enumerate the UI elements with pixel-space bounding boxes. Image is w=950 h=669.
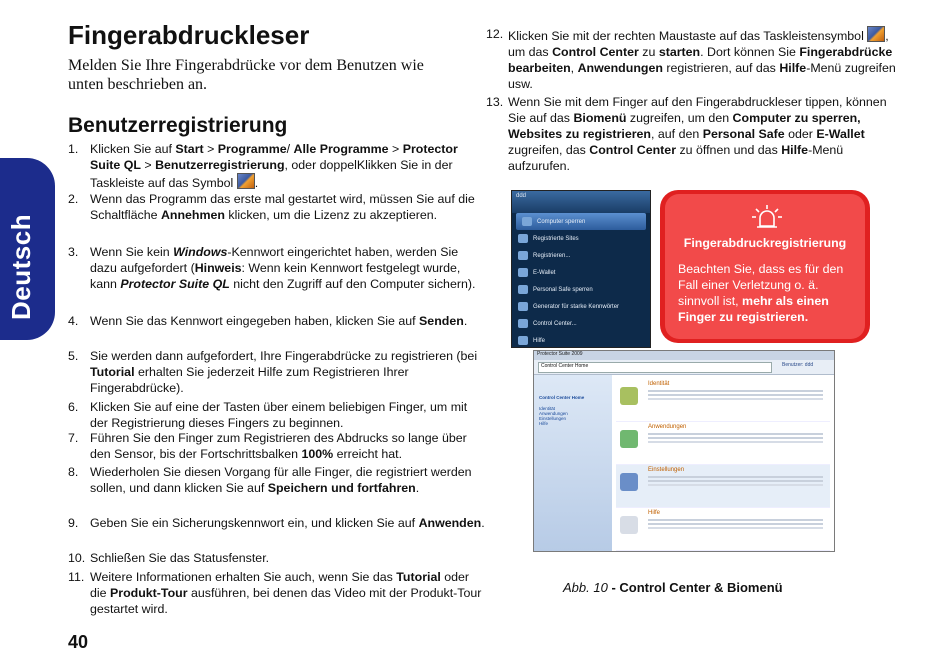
section-title: Benutzerregistrierung bbox=[68, 114, 288, 137]
fingerprint-tray-icon bbox=[867, 26, 885, 42]
key-icon bbox=[518, 302, 528, 311]
sites-icon bbox=[518, 234, 528, 243]
apps-icon bbox=[620, 430, 638, 448]
biomenu-item-ewallet: E-Wallet bbox=[512, 264, 650, 281]
warning-title: Fingerabdruckregistrierung bbox=[683, 236, 847, 250]
biomenu-screenshot bbox=[511, 190, 651, 348]
control-center-icon bbox=[518, 319, 528, 328]
cc-side-identity: Identität bbox=[539, 406, 556, 411]
fingerprint-icon bbox=[620, 387, 638, 405]
biomenu-item-register: Registrieren... bbox=[512, 247, 650, 264]
wallet-icon bbox=[518, 268, 528, 277]
cc-address: Control Center Home bbox=[538, 362, 772, 373]
cc-sidebar bbox=[534, 375, 612, 551]
step-10: 10. Schließen Sie das Statusfenster. bbox=[68, 551, 270, 565]
alarm-icon bbox=[751, 204, 783, 230]
biomenu-item-generator: Generator für starke Kennwörter bbox=[512, 298, 650, 315]
register-icon bbox=[518, 251, 528, 260]
step-12: 12. Klicken Sie mit der rechten Maustaste auf das Taskleistensymbol , um das Control Center zu starten. Dort können Sie Fingerabdrücke bearbeiten, Anwendungen registrieren, auf das Hilfe-Menü zugreifen usw. bbox=[486, 27, 896, 91]
cc-toolbar bbox=[534, 360, 834, 375]
cc-section-apps: Anwendungen bbox=[616, 422, 830, 465]
cc-section-identity: Identität bbox=[616, 379, 830, 422]
cc-side-help: Hilfe bbox=[539, 421, 549, 426]
biomenu-header: ddd bbox=[512, 191, 650, 213]
cc-main bbox=[616, 379, 830, 551]
cc-side-home: Control Center Home bbox=[539, 395, 585, 400]
step-3: 3. Wenn Sie kein Windows-Kennwort eingerichtet haben, werden Sie dazu aufgefordert (Hinweis: Wenn kein Kennwort festgelegt wurde, kann Protector Suite QL nicht den Zugriff auf den Computer sichern). bbox=[68, 245, 476, 291]
cc-side-settings: Einstellungen bbox=[539, 416, 567, 421]
fingerprint-tray-icon bbox=[237, 173, 255, 189]
cc-window-title: Protector Suite 2009 bbox=[534, 351, 834, 360]
warning-text: Beachten Sie, dass es für den Fall einer Verletzung o. ä. sinnvoll ist, mehr als einen Finger zu registrieren. bbox=[678, 262, 844, 324]
cc-section-settings: Einstellungen bbox=[616, 465, 830, 508]
biomenu-item-control-center: Control Center... bbox=[512, 315, 650, 332]
warning-box bbox=[660, 190, 870, 343]
page-number: 40 bbox=[68, 632, 89, 652]
step-6: 6. Klicken Sie auf eine der Tasten über einem beliebigen Finger, um mit der Registrierung dieses Fingers zu beginnen. bbox=[68, 400, 468, 430]
step-1: 1. Klicken Sie auf Start > Programme/ Alle Programme > Protector Suite QL > Benutzerregistrierung, oder doppelKlikken Sie in der Taskleiste auf das Symbol . bbox=[68, 142, 458, 190]
biomenu-item-safe: Personal Safe sperren bbox=[512, 281, 650, 298]
step-4: 4. Wenn Sie das Kennwort eingegeben haben, klicken Sie auf Senden. bbox=[68, 314, 468, 328]
step-8: 8. Wiederholen Sie diesen Vorgang für alle Finger, die registriert werden sollen, und dann klicken Sie auf Speichern und fortfahren. bbox=[68, 465, 472, 495]
cc-user-button: Benutzer: ddd bbox=[782, 362, 814, 368]
control-center-screenshot bbox=[533, 350, 835, 552]
settings-icon bbox=[620, 473, 638, 491]
lock-icon bbox=[522, 217, 532, 226]
language-tab-label: Deutsch bbox=[6, 213, 36, 320]
cc-side-apps: Anwendungen bbox=[539, 411, 568, 416]
step-9: 9. Geben Sie ein Sicherungskennwort ein, und klicken Sie auf Anwenden. bbox=[68, 516, 485, 530]
figure-caption: Abb. 10 - Control Center & Biomenü bbox=[563, 580, 783, 595]
biomenu-item-lock: Computer sperren bbox=[516, 213, 646, 230]
biomenu-item-help: Hilfe bbox=[512, 332, 650, 348]
help-icon bbox=[620, 516, 638, 534]
step-7: 7. Führen Sie den Finger zum Registrieren des Abdrucks so lange über den Sensor, bis der Fortschrittsbalken 100% erreicht hat. bbox=[68, 431, 467, 461]
help-icon bbox=[518, 336, 528, 345]
safe-icon bbox=[518, 285, 528, 294]
step-11: 11. Weitere Informationen erhalten Sie auch, wenn Sie das Tutorial oder die Produkt-Tour ausführen, bei denen das Video mit der Produkt-Tour gestartet wird. bbox=[68, 570, 482, 616]
intro-paragraph: Melden Sie Ihre Fingerabdrücke vor dem Benutzen wie unten beschrieben an. bbox=[68, 57, 424, 93]
biomenu-item-sites: Registrierte Sites bbox=[512, 230, 650, 247]
step-13: 13. Wenn Sie mit dem Finger auf den Fingerabdruckleser tippen, können Sie auf das Biomenü zugreifen, um den Computer zu sperren, Websites zu registrieren, auf den Personal Safe oder E-Wallet zugreifen, das Control Center zu öffnen und das Hilfe-Menü aufzurufen. bbox=[486, 95, 887, 173]
step-2: 2. Wenn das Programm das erste mal gestartet wird, müssen Sie auf die Schaltfläche Annehmen klicken, um die Lizenz zu akzeptieren. bbox=[68, 192, 475, 222]
page-title: Fingerabdruckleser bbox=[68, 20, 310, 50]
step-5: 5. Sie werden dann aufgefordert, Ihre Fingerabdrücke zu registrieren (bei Tutorial erhalten Sie jederzeit Hilfe zum Registrieren Ihrer Fingerabdrücke). bbox=[68, 349, 478, 395]
cc-section-help: Hilfe bbox=[616, 508, 830, 551]
